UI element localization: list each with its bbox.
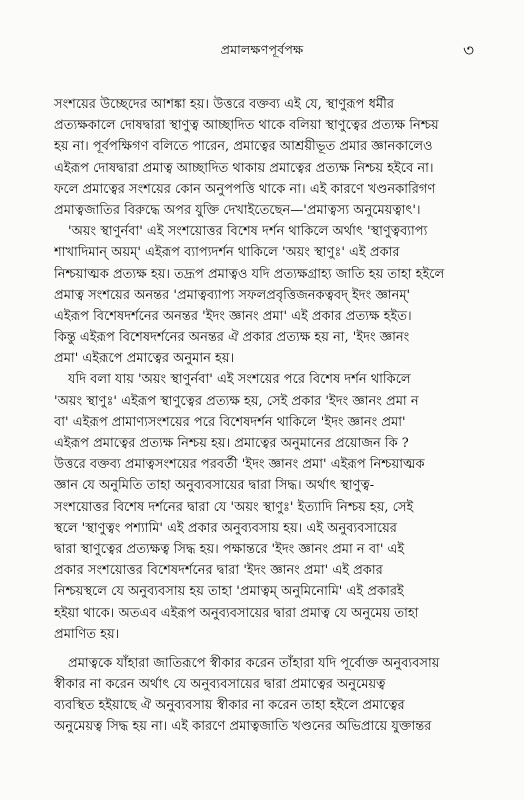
- text-line: প্রকার সংশয়োত্তর বিশেষদর্শনের দ্বারা 'ইদং জ্ঞানং প্রমা' এই প্রকার: [54, 563, 383, 579]
- text-line: যদি বলা যায় 'অয়ং স্থাণুর্নবা' এই সংশয়ের পরে বিশেষ দর্শন থাকিলে: [68, 372, 411, 388]
- text-line: নিশ্চয়াত্মক প্রত্যক্ষ হয়। তদ্রূপ প্রমাত্বও যদি প্রত্যক্ষগ্রাহ্য জাতি হয় তাহা হইলে: [54, 266, 445, 282]
- text-line: 'অয়ং স্থাণুঃ' এইরূপ স্থাণুত্বের প্রত্যক্ষ হয়, সেই প্রকার 'ইদং জ্ঞানং প্রমা ন: [54, 393, 419, 409]
- text-line: এইরূপ প্রমাত্বের প্রত্যক্ষ নিশ্চয় হয়। প্রমাত্বের অনুমানের প্রয়োজন কি ?: [54, 436, 409, 451]
- text-line: হইয়া থাকে। অতএব এইরূপ অনুব্যবসায়ের দ্বারা প্রমাত্ব যে অনুমেয় তাহা: [54, 605, 419, 621]
- text-line: উত্তরে বক্তব্য প্রমাত্বসংশয়ের পরবর্তী 'ইদং জ্ঞানং প্রমা' এইরূপ নিশ্চয়াত্মক: [54, 457, 425, 473]
- page-number: ৩: [462, 41, 474, 61]
- paragraph: [54, 221, 472, 369]
- text-line: এইরূপ দোষদ্বারা প্রমাত্ব আচ্ছাদিত থাকায় প্রমাত্বের প্রত্যক্ষ নিশ্চয় হইবে না।: [54, 160, 434, 176]
- paragraph: [54, 653, 472, 738]
- text-line: 'অয়ং স্থাণুর্নবা' এই সংশয়োত্তর বিশেষ দর্শন থাকিলে অর্থাৎ 'স্থাণুত্বব্যাপ্য: [68, 224, 428, 240]
- text-line: অনুমেয়ত্ব সিদ্ধ হয় না। এই কারণে প্রমাত্বজাতি খণ্ডনের অভিপ্রায়ে যুক্তান্তর: [54, 719, 432, 735]
- paragraph: [54, 369, 472, 644]
- text-line: শাখাদিমান্ অয়ম্' এইরূপ ব্যাপ্যদর্শন থাকিলে 'অয়ং স্থাণুঃ' এই প্রকার: [54, 245, 400, 261]
- text-line: প্রমাত্বজাতির বিরুদ্ধে অপর যুক্তি দেখাইতেছেন—'প্রমাত্বস্য অনুমেয়ত্বাৎ'।: [54, 202, 421, 218]
- text-line: প্রমাণিত হয়।: [54, 626, 120, 642]
- text-line: প্রত্যক্ষকালে দোষদ্বারা স্থাণুত্ব আচ্ছাদিত থাকে বলিয়া স্থাণুত্বের প্রত্যক্ষ নিশ্চয়: [54, 118, 439, 134]
- page-header: [0, 38, 524, 62]
- text-line: নিশ্চয়স্থলে যে অনুব্যবসায় হয় তাহা 'প্রমাত্বম্ অনুমিনোমি' এই প্রকারই: [54, 584, 404, 600]
- text-line: ফলে প্রমাত্বের সংশয়ের কোন অনুপপত্তি থাকে না। এই কারণে খণ্ডনকারিগণ: [54, 181, 436, 197]
- text-line: এইরূপ বিশেষদর্শনের অনন্তর 'ইদং জ্ঞানং প্রমা' এই প্রকার প্রত্যক্ষ হইত।: [54, 308, 412, 324]
- text-line: স্থলে 'স্থাণুত্বং পশ্যামি' এই প্রকার অনুব্যবসায় হয়। এই অনুব্যবসায়ের: [54, 520, 397, 536]
- running-head: প্রমালক্ষণপূর্বপক্ষ: [220, 42, 304, 57]
- text-line: প্রমাত্ব সংশয়ের অনন্তর 'প্রমাত্বব্যাপ্য সফলপ্রবৃত্তিজনকত্ববদ্ ইদং জ্ঞানম্': [54, 287, 411, 303]
- text-line: স্বীকার না করেন অর্থাৎ যে অনুব্যবসায়ের দ্বারা প্রমাত্বের অনুমেয়ত্ব: [54, 677, 386, 693]
- text-line: সংশয়োত্তর বিশেষ দর্শনের দ্বারা যে 'অয়ং স্থাণুঃ' ইত্যাদি নিশ্চয় হয়, সেই: [54, 499, 414, 515]
- paragraph: [54, 94, 472, 221]
- paragraph-gap: [54, 645, 472, 653]
- text-line: জ্ঞান যে অনুমিতি তাহা অনুব্যবসায়ের দ্বারা সিদ্ধ। অর্থাৎ স্থাণুত্ব-: [54, 478, 375, 494]
- text-line: কিন্তু এইরূপ বিশেষদর্শনের অনন্তর ঐ প্রকার প্রত্যক্ষ হয় না, 'ইদং জ্ঞানং: [54, 330, 410, 346]
- text-line: প্রমাত্বকে যাঁহারা জাতিরূপে স্বীকার করেন তাঁহারা যদি পূর্বোক্ত অনুব্যবসায়: [68, 655, 440, 671]
- text-line: ব্যবস্থিত হইয়াছে ঐ অনুব্যবসায় স্বীকার না করেন তাহা হইলে প্রমাত্বের: [54, 698, 405, 714]
- text-line: প্রমা' এইরূপে প্রমাত্বের অনুমান হয়।: [54, 351, 235, 367]
- text-line: বা' এইরূপ প্রামাণ্যসংশয়ের পরে বিশেষদর্শন থাকিলে 'ইদং জ্ঞানং প্রমা': [54, 414, 406, 430]
- text-line: হয় না। পূর্বপক্ষিগণ বলিতে পারেন, প্রমাত্বের আশ্রয়ীভূত প্রমার জ্ঞানকালেও: [54, 139, 433, 155]
- body-text: [54, 94, 472, 738]
- text-line: সংশয়ের উচ্ছেদের আশঙ্কা হয়। উত্তরে বক্তব্য এই যে, স্থাণুরূপ ধর্মীর: [54, 97, 394, 112]
- text-line: দ্বারা স্থাণুত্বের প্রত্যক্ষত্ব সিদ্ধ হয়। পক্ষান্তরে 'ইদং জ্ঞানং প্রমা ন বা' এই: [54, 541, 405, 557]
